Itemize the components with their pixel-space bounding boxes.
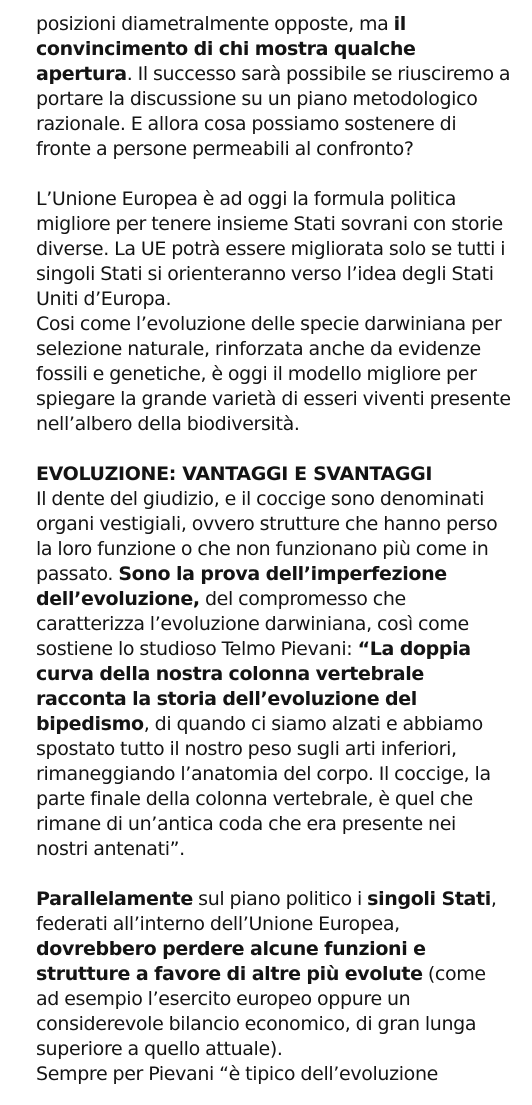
paragraph-gap <box>36 437 512 462</box>
text-run: del compromesso che caratterizza l’evoluzione darwiniana, così come sostiene lo studioso Telmo Pievani: <box>36 588 469 660</box>
text-run: sul piano politico i <box>192 888 368 910</box>
bold-quote-run: “La doppia curva della nostra colonna vertebrale racconta la storia dell’evoluzione del bipedismo <box>36 638 471 735</box>
bold-text-run: Sono la prova dell’imperfezione dell’evoluzione, <box>36 563 447 610</box>
paragraph-pievani: Sempre per Pievani “è tipico dell’evoluzione <box>36 1063 438 1085</box>
text-run: Il dente del giudizio, e il coccige sono denominati organi vestigiali, ovvero strutture che hanno perso la loro funzione o che non funzionano più come in passato. <box>36 488 498 585</box>
section-heading: EVOLUZIONE: VANTAGGI E SVANTAGGI <box>36 463 433 485</box>
text-run: , federati all’interno dell’Unione Europea, <box>36 888 497 935</box>
text-run: (come ad esempio l’esercito europeo oppure un considerevole bilancio economico, di gran lunga superiore a quello attuale). <box>36 963 486 1060</box>
text-run: , di quando ci siamo alzati e abbiamo spostato tutto il nostro peso sugli arti inferiori, rimaneggiando l’anatomia del corpo. Il coccige, la parte finale della colonna vertebrale, è quel che rimane di un’antica coda che era presente nei nostri antenati”. <box>36 713 491 860</box>
paragraph-gap <box>36 162 512 187</box>
bold-text-run: il convincimento di chi mostra qualche apertura <box>36 13 416 85</box>
bold-text-run: Parallelamente <box>36 888 193 910</box>
paragraph-eu: L’Unione Europea è ad oggi la formula politica migliore per tenere insieme Stati sovrani con storie diverse. La UE potrà essere migliorata solo se tutti i singoli Stati si orienteranno verso l’idea degli Stati Uniti d’Europa. <box>36 188 506 310</box>
bold-text-run: singoli Stati <box>367 888 491 910</box>
paragraph-parallel <box>36 887 512 1062</box>
bold-text-run: dovrebbero perdere alcune funzioni e strutture a favore di altre più evolute <box>36 938 426 985</box>
paragraph-vestigial <box>36 487 512 862</box>
paragraph-gap <box>36 862 512 887</box>
text-run: . Il successo sarà possibile se riusciremo a portare la discussione su un piano metodologico razionale. E allora cosa possiamo sostenere di fronte a persone permeabili al confronto? <box>36 63 511 160</box>
text-run: posizioni diametralmente opposte, ma <box>36 13 394 35</box>
paragraph-intro <box>36 12 512 162</box>
paragraph-darwin: Cosi come l’evoluzione delle specie darwiniana per selezione naturale, rinforzata anche da evidenze fossili e genetiche, è oggi il modello migliore per spiegare la grande varietà di esseri viventi presente nell’albero della biodiversità. <box>36 313 511 435</box>
